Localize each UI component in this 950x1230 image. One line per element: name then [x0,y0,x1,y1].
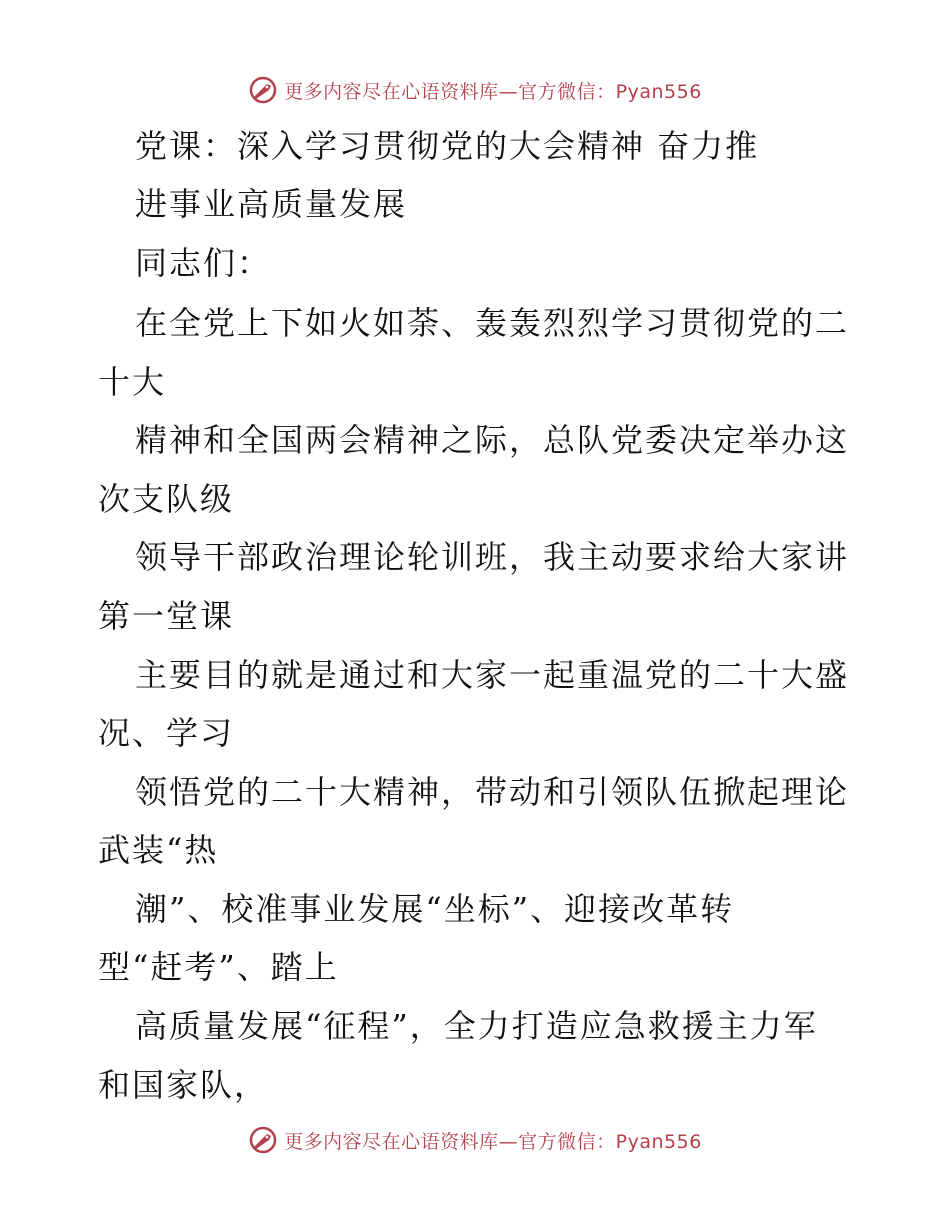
paragraph-line: 型“赶考”、踏上 [98,948,339,986]
paragraph-line: 次支队级 [98,480,235,518]
watermark-header [0,70,950,110]
pen-nib-circle-icon [248,1125,278,1155]
paragraph-line: 精神和全国两会精神之际，总队党委决定举办这 [135,421,850,459]
paragraph-line: 高质量发展“征程”，全力打造应急救援主力军 [135,1007,818,1045]
paragraph-line: 在全党上下如火如荼、轰轰烈烈学习贯彻党的二 [135,304,850,342]
paragraph-line: 潮”、校准事业发展“坐标”、迎接改革转 [135,890,735,928]
watermark-footer [0,1120,950,1160]
document-title-line-2: 进事业高质量发展 [135,185,408,223]
paragraph-line: 和国家队， [98,1066,269,1104]
watermark-text: 更多内容尽在心语资料库—官方微信：Pyan556 [284,1130,702,1153]
paragraph-line: 领悟党的二十大精神，带动和引领队伍掀起理论 [135,773,850,811]
paragraph-line: 第一堂课 [98,597,235,635]
paragraph-line: 主要目的就是通过和大家一起重温党的二十大盛 [135,656,850,694]
paragraph-line: 十大 [98,363,167,401]
pen-nib-circle-icon [248,75,278,105]
document-title-line-1: 党课：深入学习贯彻党的大会精神 奋力推 [135,127,760,165]
paragraph-line: 武装“热 [98,831,219,869]
paragraph-line: 领导干部政治理论轮训班，我主动要求给大家讲 [135,538,850,576]
watermark-text: 更多内容尽在心语资料库—官方微信：Pyan556 [284,80,702,103]
paragraph-line: 况、学习 [98,714,235,752]
salutation: 同志们： [135,244,272,282]
